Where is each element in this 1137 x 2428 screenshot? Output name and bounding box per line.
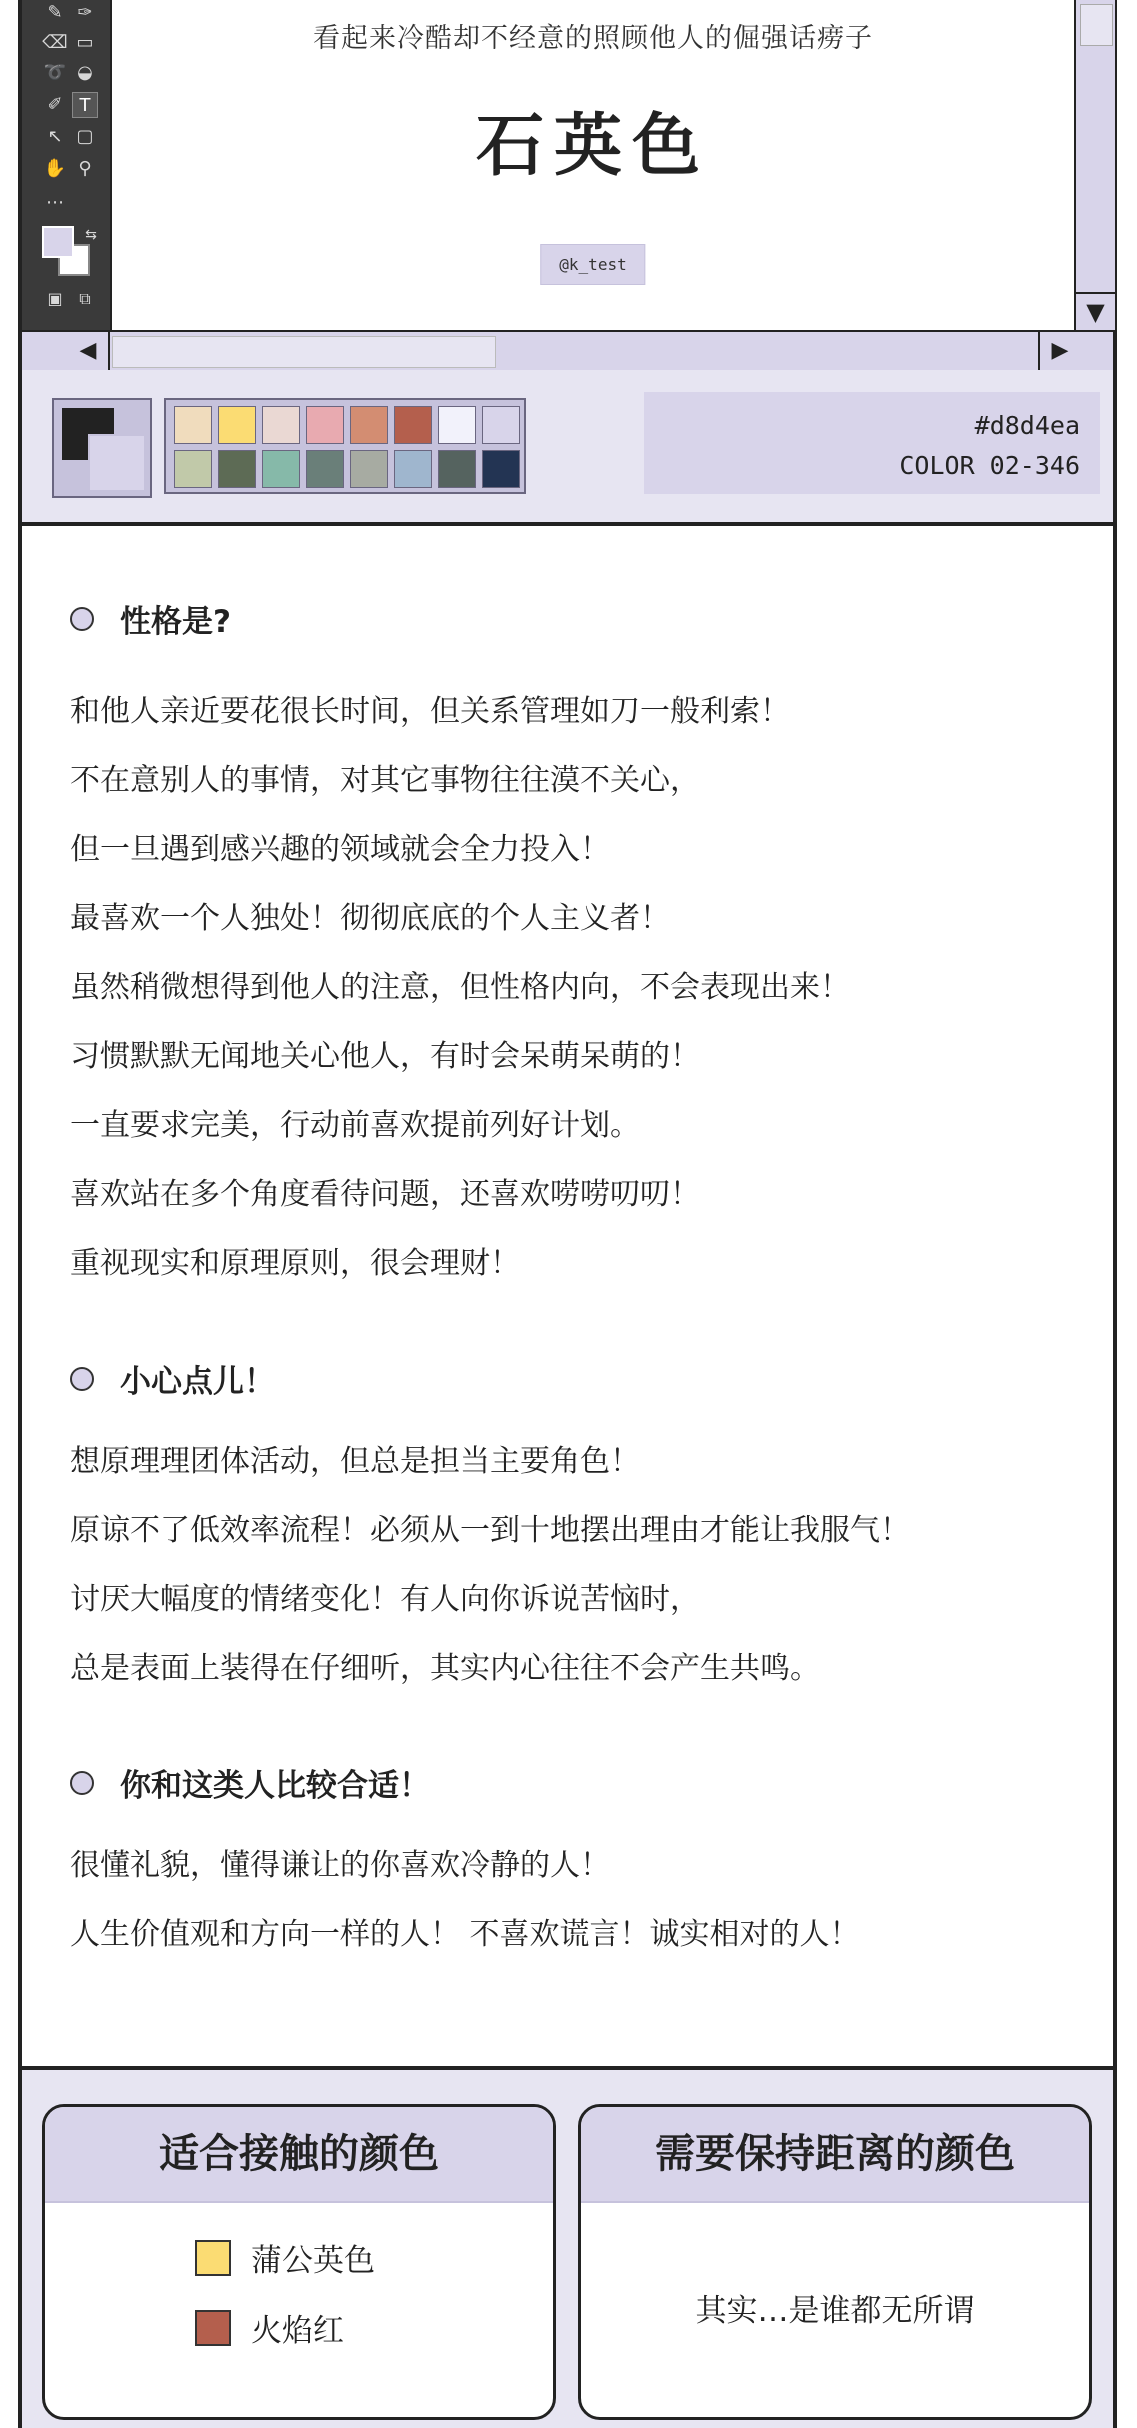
author-handle: @k_test <box>540 244 645 285</box>
swap-colors-icon[interactable]: ⇆ <box>85 227 97 243</box>
personality-line: 和他人亲近要花很长时间，但关系管理如刀一般利索！ <box>70 694 790 729</box>
palette-swatch[interactable] <box>350 450 388 488</box>
good-color-item <box>195 2305 344 2350</box>
personality-line: 不在意别人的事情，对其它事物往往漠不关心， <box>70 763 700 798</box>
palette-swatch[interactable] <box>438 406 476 444</box>
section-title: 小心点儿！ <box>120 1364 275 1400</box>
palette-swatch[interactable] <box>174 406 212 444</box>
palette-swatch[interactable] <box>262 406 300 444</box>
screen-mode-icon[interactable]: ▣ <box>47 289 63 308</box>
subtitle: 看起来冷酷却不经意的照顾他人的倔强话痨子 <box>313 23 873 54</box>
scroll-left-arrow-icon[interactable]: ◀ <box>68 332 110 370</box>
color-code: COLOR 02-346 <box>899 451 1080 480</box>
secondary-color <box>88 434 146 492</box>
toolbox <box>22 0 112 330</box>
section-personality-heading <box>70 596 231 641</box>
app-window <box>22 0 1113 522</box>
personality-line: 虽然稍微想得到他人的注意，但性格内向，不会表现出来！ <box>70 970 850 1005</box>
palette-swatch[interactable] <box>438 450 476 488</box>
personality-line: 最喜欢一个人独处！彻彻底底的个人主义者！ <box>70 901 670 936</box>
good-colors-title: 适合接触的颜色 <box>45 2107 553 2203</box>
good-color-label: 火焰红 <box>251 2313 344 2349</box>
pen-nib-icon[interactable]: ✑ <box>77 2 93 23</box>
shape-icon[interactable]: ▢ <box>76 126 94 147</box>
vertical-scrollbar[interactable] <box>1074 0 1115 330</box>
avoid-colors-text: 其实…是谁都无所谓 <box>695 2293 975 2329</box>
color-palette <box>164 398 526 494</box>
color-title: 石英色 <box>475 107 710 186</box>
section-title: 你和这类人比较合适！ <box>120 1768 430 1804</box>
foreground-swatch[interactable] <box>42 226 74 258</box>
bullet-circle-icon <box>70 607 94 631</box>
avoid-colors-title: 需要保持距离的颜色 <box>581 2107 1089 2203</box>
good-color-item <box>195 2235 375 2280</box>
good-color-label: 蒲公英色 <box>251 2243 375 2279</box>
scroll-right-arrow-icon[interactable]: ▶ <box>1038 332 1080 370</box>
palette-swatch[interactable] <box>218 406 256 444</box>
text-icon[interactable] <box>72 92 98 118</box>
bullet-circle-icon <box>70 1367 94 1391</box>
pen-icon[interactable]: ✐ <box>47 94 63 115</box>
good-colors-panel <box>42 2104 556 2420</box>
color-hex: #d8d4ea <box>974 411 1080 440</box>
rect-icon[interactable]: ▭ <box>76 32 94 53</box>
vertical-scroll-thumb[interactable] <box>1080 4 1113 46</box>
section-title: 性格是? <box>120 604 231 640</box>
scroll-down-arrow-icon[interactable]: ▼ <box>1076 292 1115 330</box>
palette-swatch[interactable] <box>262 450 300 488</box>
zoom-icon[interactable]: ⚲ <box>78 158 92 179</box>
hand-icon[interactable]: ✋ <box>43 158 67 179</box>
page-frame <box>18 0 1117 2428</box>
avoid-colors-panel <box>578 2104 1092 2420</box>
personality-line: 喜欢站在多个角度看待问题，还喜欢唠唠叨叨！ <box>70 1177 700 1212</box>
careful-line: 讨厌大幅度的情绪变化！有人向你诉说苦恼时， <box>70 1582 700 1617</box>
careful-line: 总是表面上装得在仔细听，其实内心往往不会产生共鸣。 <box>70 1651 820 1686</box>
horizontal-scroll-thumb[interactable] <box>112 336 496 368</box>
horizontal-scrollbar[interactable] <box>22 330 1113 370</box>
select-icon[interactable]: ↖ <box>47 126 63 147</box>
lasso-icon[interactable]: ➰ <box>43 62 67 83</box>
fill-icon[interactable]: ◒ <box>77 62 93 83</box>
section-match-heading <box>70 1760 430 1805</box>
palette-swatch[interactable] <box>174 450 212 488</box>
section-careful-heading <box>70 1356 275 1401</box>
color-chip <box>195 2310 231 2346</box>
more-icon[interactable]: ⋯ <box>46 192 64 213</box>
palette-swatch[interactable] <box>218 450 256 488</box>
window-icon[interactable]: ⧉ <box>79 289 91 308</box>
palette-swatch[interactable] <box>482 450 520 488</box>
palette-swatch[interactable] <box>394 406 432 444</box>
palette-swatch[interactable] <box>350 406 388 444</box>
careful-line: 想原理理团体活动，但总是担当主要角色！ <box>70 1444 640 1479</box>
careful-line: 原谅不了低效率流程！必须从一到十地摆出理由才能让我服气！ <box>70 1513 910 1548</box>
personality-line: 重视现实和原理原则，很会理财！ <box>70 1246 520 1281</box>
eraser-icon[interactable]: ⌫ <box>42 32 68 53</box>
color-bar <box>22 370 1113 526</box>
personality-line: 但一旦遇到感兴趣的领域就会全力投入！ <box>70 832 610 867</box>
canvas[interactable] <box>112 0 1074 330</box>
color-chip <box>195 2240 231 2276</box>
match-line: 人生价值观和方向一样的人！ 不喜欢谎言！诚实相对的人！ <box>70 1917 860 1952</box>
palette-swatch[interactable] <box>394 450 432 488</box>
palette-swatch[interactable] <box>306 406 344 444</box>
personality-line: 习惯默默无闻地关心他人，有时会呆萌呆萌的！ <box>70 1039 700 1074</box>
palette-swatch[interactable] <box>482 406 520 444</box>
bullet-circle-icon <box>70 1771 94 1795</box>
color-info-box <box>644 392 1100 494</box>
text-tool-glyph: T <box>79 95 91 116</box>
color-advice-area <box>22 2066 1113 2428</box>
personality-line: 一直要求完美，行动前喜欢提前列好计划。 <box>70 1108 640 1143</box>
palette-swatch[interactable] <box>306 450 344 488</box>
pencil-icon[interactable]: ✎ <box>47 2 63 23</box>
current-color-swatch[interactable] <box>52 398 152 498</box>
match-line: 很懂礼貌，懂得谦让的你喜欢冷静的人！ <box>70 1848 610 1883</box>
